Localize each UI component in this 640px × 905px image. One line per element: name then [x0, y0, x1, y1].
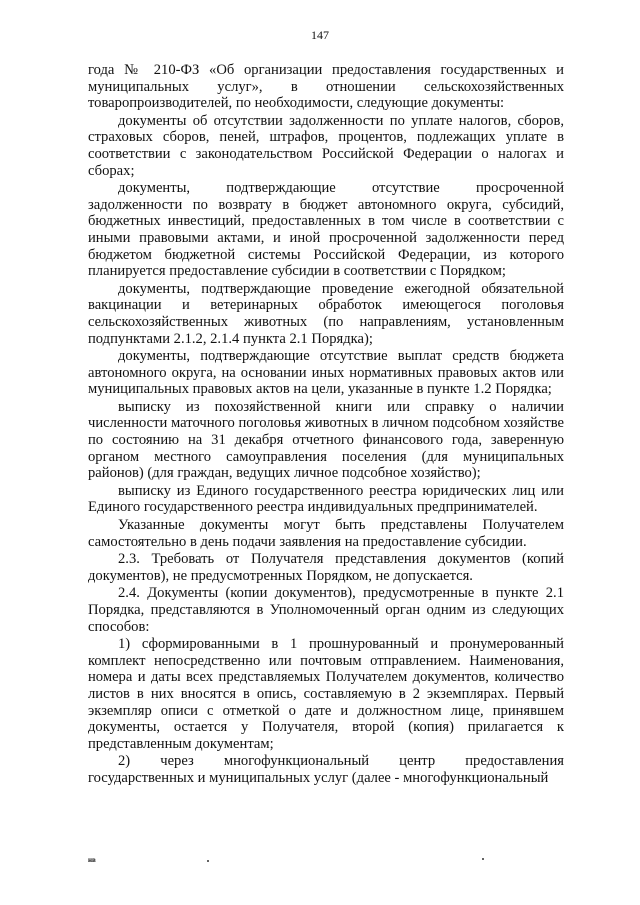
paragraph-budget-debt-documents: документы, подтверждающие отсутствие просроченной задолженности по возврату в бюджет автономного округа, субсидий, бюджетных инвестиций, предоставленных в том числе в соответствии с иными правовыми актами, и иной просроченной задолженности перед бюджетом бюджетной системы Российской Федерации, из которого планируется предоставление субсидии в соответствии с Порядком;: [88, 180, 564, 280]
paragraph-intro-continuation: года № 210-ФЗ «Об организации предоставления государственных и муниципальных услуг», в отношении сельскохозяйственных товаропроизводителей, по необходимости, следующие документы:: [88, 62, 564, 112]
scan-speck: [482, 858, 484, 860]
footer-mark: нв: [88, 856, 96, 864]
paragraph-method-2: 2) через многофункциональный центр предоставления государственных и муниципальных услуг (далее - многофункциональный: [88, 753, 564, 786]
paragraph-registry-extract: выписку из Единого государственного реестра юридических лиц или Единого государственного реестра индивидуальных предпринимателей.: [88, 482, 564, 516]
scan-speck: [207, 860, 209, 862]
document-body: [88, 62, 564, 788]
page-number: 147: [311, 28, 329, 42]
paragraph-self-submission: Указанные документы могут быть представлены Получателем самостоятельно в день подачи заявления на предоставление субсидии.: [88, 517, 564, 550]
paragraph-tax-debt-documents: документы об отсутствии задолженности по уплате налогов, сборов, страховых сборов, пеней, штрафов, процентов, подлежащих уплате в соответствии с законодательством Российской Федерации о налогах и сборах;: [88, 112, 564, 179]
paragraph-2-4: 2.4. Документы (копии документов), предусмотренные в пункте 2.1 Порядка, представляются в Уполномоченный орган одним из следующих способов:: [88, 585, 564, 635]
paragraph-method-1: 1) сформированными в 1 прошнурованный и пронумерованный комплект непосредственно или почтовым отправлением. Наименования, номера и даты всех представляемых Получателем документов, количество листов в них вносятся в опись, составляемую в 2 экземплярах. Первый экземпляр описи с отметкой о дате и должностном лице, принявшем документы, остается у Получателя, второй (копия) прилагается к представленным документам;: [88, 636, 564, 752]
paragraph-no-payments-documents: документы, подтверждающие отсутствие выплат средств бюджета автономного округа, на основании иных нормативных правовых актов или муниципальных правовых актов на цели, указанные в пункте 1.2 Порядка;: [88, 348, 564, 398]
paragraph-vaccination-documents: документы, подтверждающие проведение ежегодной обязательной вакцинации и ветеринарных обработок имеющегося поголовья сельскохозяйственных животных (по направлениям, установленным подпунктами 2.1.2, 2.1.4 пункта 2.1 Порядка);: [88, 280, 564, 347]
paragraph-household-book-extract: выписку из похозяйственной книги или справку о наличии численности маточного поголовья животных в личном подсобном хозяйстве по состоянию на 31 декабря отчетного финансового года, заверенную органом местного самоуправления поселения (для муниципальных районов) (для граждан, ведущих личное подсобное хозяйство);: [88, 398, 564, 482]
paragraph-2-3: 2.3. Требовать от Получателя представления документов (копий документов), не предусмотренных Порядком, не допускается.: [88, 551, 564, 584]
